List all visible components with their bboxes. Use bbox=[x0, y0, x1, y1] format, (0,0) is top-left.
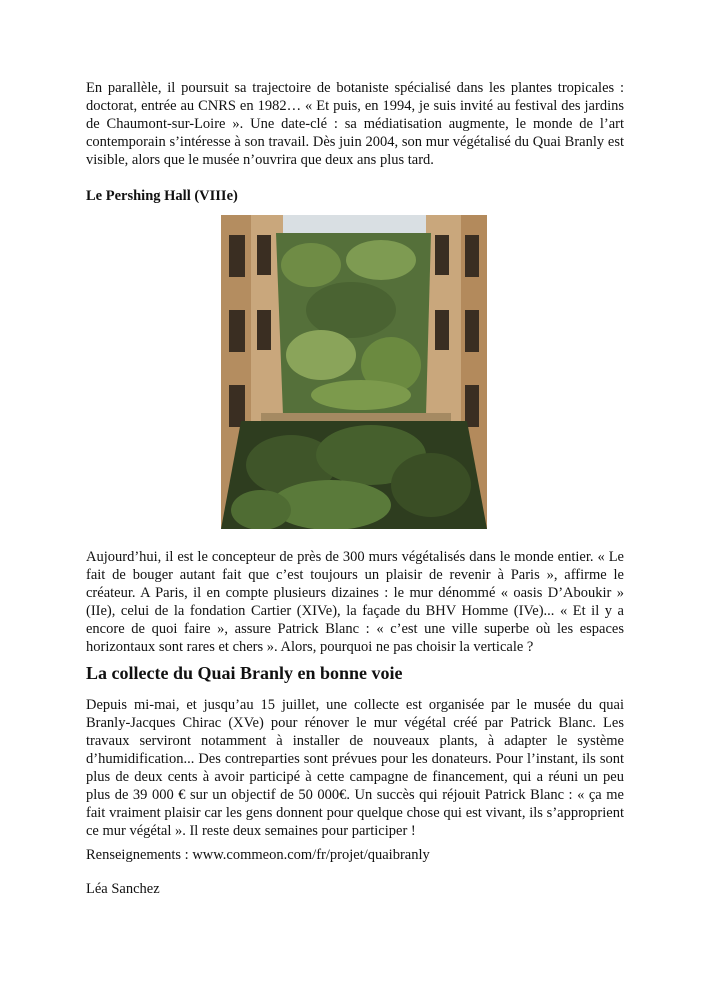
info-line: Renseignements : www.commeon.com/fr/projet/quaibranly bbox=[86, 847, 430, 863]
paragraph-concepteur: Aujourd’hui, il est le concepteur de près de 300 murs végétalisés dans le monde entier. « Le fait de bouger autant fait que c’est toujours un plaisir de revenir à Paris », affirme le créateur. A Paris, il en compte plusieurs dizaines : le mur dénommé « oasis D’Aboukir » (IIe), celui de la fondation Cartier (XIVe), la façade du BHV Homme (IVe)... « Et il y a encore de quoi faire », assure Patrick Blanc : « c’est une ville superbe où les espaces horizontaux sont rares et chers ». Alors, pourquoi ne pas choisir la verticale ? bbox=[86, 549, 624, 655]
author-line: Léa Sanchez bbox=[86, 881, 160, 897]
subheading-pershing-hall: Le Pershing Hall (VIIIe) bbox=[86, 188, 238, 204]
photo-graphic bbox=[221, 215, 487, 529]
paragraph-botaniste: En parallèle, il poursuit sa trajectoire de botaniste spécialisé dans les plantes tropicales : doctorat, entrée au CNRS en 1982… « Et puis, en 1994, je suis invité au festival des jardins de Chaumont-sur-Loire ». Une date-clé : sa médiatisation augmente, le monde de l’art contemporain s’intéresse à son travail. Dès juin 2004, son mur végétalisé du Quai Branly est visible, alors que le musée n’ouvrira que deux ans plus tard. bbox=[86, 80, 624, 168]
section-title-collecte: La collecte du Quai Branly en bonne voie bbox=[86, 663, 403, 683]
vertical-garden-photo bbox=[221, 215, 487, 529]
paragraph-collecte: Depuis mi-mai, et jusqu’au 15 juillet, une collecte est organisée par le musée du quai Branly-Jacques Chirac (XVe) pour rénover le mur végétal créé par Patrick Blanc. Les travaux serviront notamment à installer de nouveaux plants, à adapter le système d’humidification... Des contreparties sont prévues pour les donateurs. Pour l’instant, ils sont plus de deux cents à avoir participé à cette campagne de financement, qui a réuni un peu plus de 39 000 € sur un objectif de 50 000€. Un succès qui réjouit Patrick Blanc : « ça me fait vraiment plaisir car les gens donnent pour quelque chose qui est vivant, ils s’approprient ce mur végétal ». Il reste deux semaines pour participer ! bbox=[86, 697, 624, 839]
